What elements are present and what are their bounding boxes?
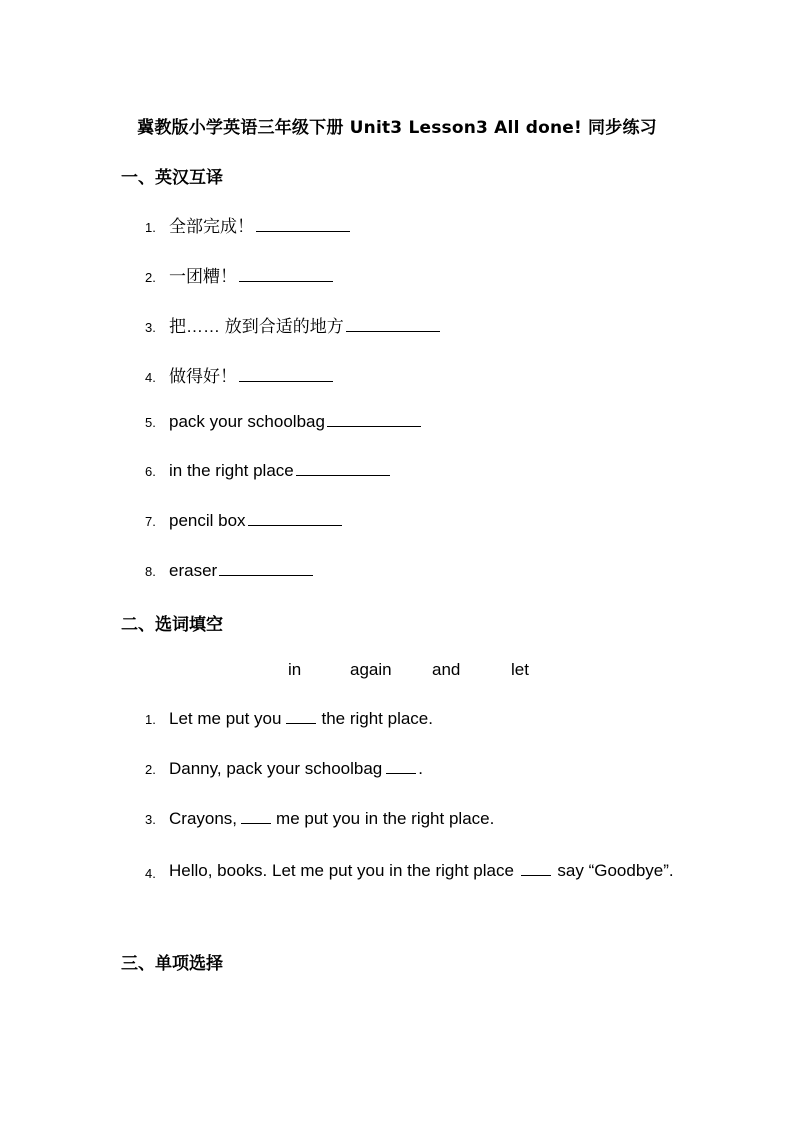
item-text: 把…… 放到合适的地方 <box>169 317 344 336</box>
answer-blank[interactable] <box>296 461 390 476</box>
word-bank-word: let <box>511 660 529 679</box>
word-bank-word: in <box>288 660 302 679</box>
answer-blank[interactable] <box>327 412 421 427</box>
item-number: 6. <box>145 464 156 479</box>
item-number: 4. <box>145 866 156 881</box>
translation-item <box>145 412 423 438</box>
item-text: in the right place <box>169 461 294 480</box>
item-text-before: Hello, books. Let me put you in the right place <box>169 861 514 880</box>
answer-blank[interactable] <box>521 861 551 876</box>
item-number: 4. <box>145 370 156 385</box>
item-number: 3. <box>145 812 156 827</box>
answer-blank[interactable] <box>256 217 350 232</box>
item-number: 2. <box>145 762 156 777</box>
item-text-after: say “Goodbye”. <box>557 861 674 880</box>
section-heading-translation: 一、英汉互译 <box>121 168 223 188</box>
item-number: 3. <box>145 320 156 335</box>
item-number: 8. <box>145 564 156 579</box>
item-text: 全部完成！ <box>169 217 254 236</box>
item-text-after: the right place. <box>321 709 433 728</box>
item-text: 一团糟！ <box>169 267 237 286</box>
worksheet-title: 冀教版小学英语三年级下册 Unit3 Lesson3 All done! 同步练习 <box>137 118 657 138</box>
item-text: eraser <box>169 561 218 580</box>
item-text: 做得好！ <box>169 367 237 386</box>
answer-blank[interactable] <box>239 267 333 282</box>
item-text-before: Crayons, <box>169 809 238 828</box>
answer-blank[interactable] <box>248 511 342 526</box>
answer-blank[interactable] <box>239 367 333 382</box>
item-text-before: Let me put you <box>169 709 282 728</box>
translation-item <box>145 461 392 487</box>
word-bank-word: and <box>432 660 461 679</box>
answer-blank[interactable] <box>386 759 416 774</box>
item-text-block <box>169 850 675 892</box>
item-number: 5. <box>145 415 156 430</box>
translation-item <box>145 511 344 537</box>
translation-item <box>145 561 315 587</box>
item-text-before: Danny, pack your schoolbag <box>169 759 383 778</box>
word-bank-word: again <box>350 660 392 679</box>
fill-in-item <box>145 709 433 735</box>
word-bank <box>0 660 794 684</box>
translation-item <box>145 212 352 238</box>
item-text-after: . <box>418 759 423 778</box>
translation-item <box>145 312 442 338</box>
section-heading-multiple-choice: 三、单项选择 <box>121 954 223 974</box>
item-number: 1. <box>145 712 156 727</box>
item-text: pack your schoolbag <box>169 412 325 431</box>
translation-item <box>145 362 335 388</box>
answer-blank[interactable] <box>346 317 440 332</box>
translation-item <box>145 262 335 288</box>
item-number: 2. <box>145 270 156 285</box>
fill-in-item <box>145 809 494 835</box>
item-text: pencil box <box>169 511 246 530</box>
section-heading-fill-in: 二、选词填空 <box>121 615 223 635</box>
item-number: 7. <box>145 514 156 529</box>
answer-blank[interactable] <box>219 561 313 576</box>
answer-blank[interactable] <box>241 809 271 824</box>
fill-in-item <box>145 759 423 785</box>
item-text-after: me put you in the right place. <box>276 809 495 828</box>
answer-blank[interactable] <box>286 709 316 724</box>
item-number: 1. <box>145 220 156 235</box>
